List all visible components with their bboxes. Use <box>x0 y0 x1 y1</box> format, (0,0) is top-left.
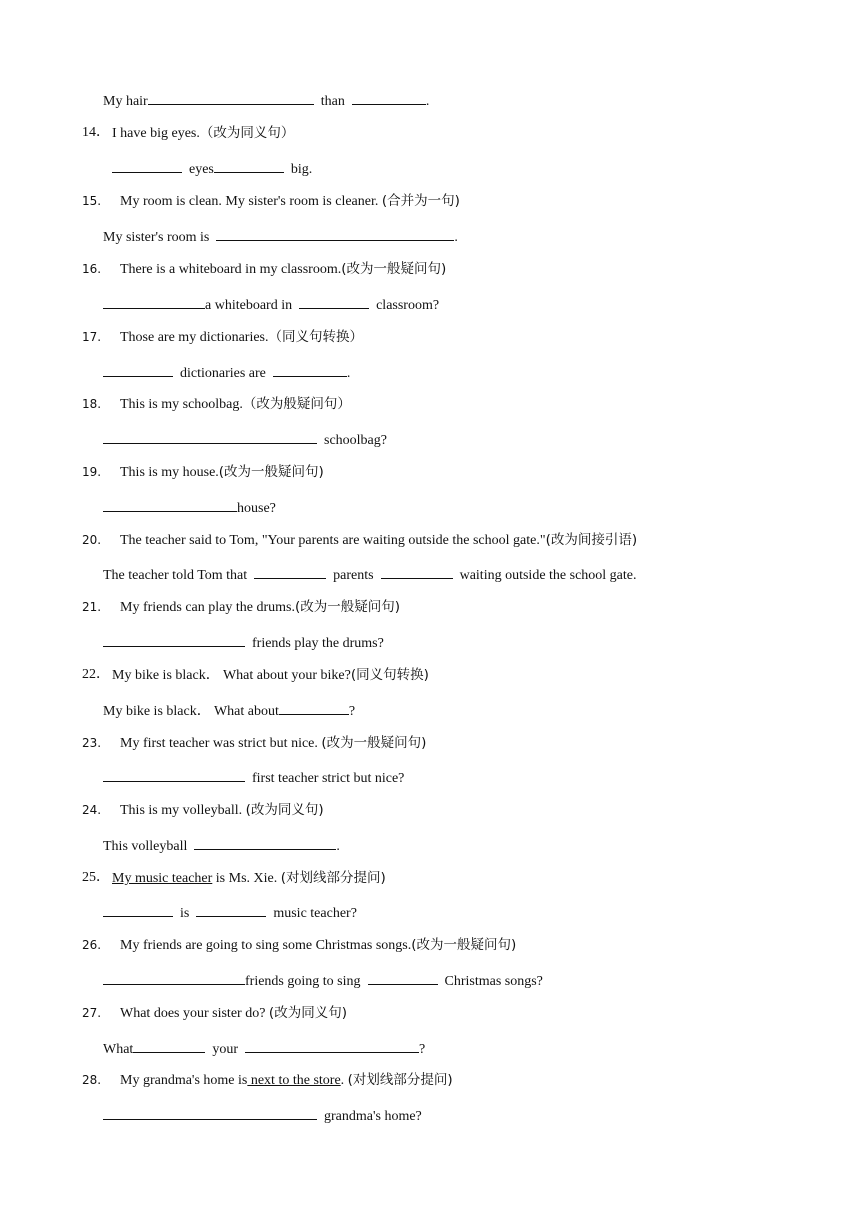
answer-text: music teacher? <box>273 906 357 921</box>
question-number: 23. <box>82 736 102 750</box>
blank[interactable] <box>103 362 173 377</box>
answer-text: . <box>425 94 430 109</box>
blank[interactable] <box>254 564 326 579</box>
question-instruction: (改为一般疑问句) <box>294 599 401 615</box>
question-number: 21. <box>82 600 102 614</box>
blank[interactable] <box>194 835 336 850</box>
question-instruction: (改为同义句) <box>268 1005 347 1021</box>
underlined-part: My music teacher <box>112 871 213 886</box>
answer-text: friends play the drums? <box>252 636 384 651</box>
answer-text: This volleyball <box>103 839 188 854</box>
blank[interactable] <box>103 767 245 782</box>
answer-text: . <box>336 839 340 854</box>
question-number: 24. <box>82 803 102 817</box>
question-instruction: （改为同义句） <box>199 125 295 141</box>
question-instruction: (改为一般疑问句) <box>321 735 427 751</box>
question-number: 25． <box>82 870 110 885</box>
question-instruction: (合并为一句) <box>381 193 460 209</box>
underlined-part: next to the store <box>247 1073 341 1088</box>
question-instruction: (对划线部分提问) <box>280 870 386 886</box>
question-number: 14． <box>82 125 110 140</box>
blank[interactable] <box>214 158 284 173</box>
answer-text: classroom? <box>376 298 440 313</box>
question-text: My bike is black． What about your bike? <box>112 668 351 683</box>
answer-text: big. <box>290 162 313 177</box>
question-instruction: （同义句转换） <box>268 329 364 345</box>
answer-text: eyes <box>189 162 214 177</box>
question-text: There is a whiteboard in my classroom. <box>120 262 342 277</box>
question-instruction: (改为一般疑问句) <box>411 937 517 953</box>
blank[interactable] <box>368 970 438 985</box>
question-instruction: （改为般疑问句） <box>242 396 351 412</box>
blank[interactable] <box>103 1105 317 1120</box>
question-instruction: (改为同义句) <box>245 802 324 818</box>
question-number: 22． <box>82 667 110 682</box>
answer-text: ? <box>348 704 356 719</box>
answer-text: is <box>180 906 190 921</box>
answer-text: schoolbag? <box>324 433 387 448</box>
answer-text: house? <box>237 501 276 516</box>
question-text: The teacher said to Tom, "Your parents are waiting outside the school gate." <box>120 533 546 548</box>
answer-text: grandma's home? <box>324 1109 422 1124</box>
question-text: My room is clean. My sister's room is cleaner. <box>120 194 379 209</box>
question-number: 20. <box>82 533 102 547</box>
answer-text: What <box>103 1042 134 1057</box>
blank[interactable] <box>381 564 453 579</box>
blank[interactable] <box>103 429 317 444</box>
blank[interactable] <box>103 497 237 512</box>
question-text: is Ms. Xie. <box>212 871 278 886</box>
question-number: 19. <box>82 465 102 479</box>
question-text: My friends are going to sing some Christmas songs. <box>120 938 412 953</box>
blank[interactable] <box>196 902 266 917</box>
question-number: 15. <box>82 194 102 208</box>
answer-text: My hair <box>103 94 148 109</box>
answer-text: first teacher strict but nice? <box>252 771 405 786</box>
question-text: Those are my dictionaries. <box>120 330 269 345</box>
blank[interactable] <box>103 970 245 985</box>
question-instruction: (改为一般疑问句) <box>341 261 447 277</box>
answer-text: The teacher told Tom that <box>103 568 248 583</box>
question-text: I have big eyes. <box>112 126 200 141</box>
question-instruction: (改为一般疑问句) <box>218 464 324 480</box>
blank[interactable] <box>103 902 173 917</box>
blank[interactable] <box>273 362 347 377</box>
question-instruction: (同义句转换) <box>350 667 429 683</box>
blank[interactable] <box>148 90 314 105</box>
blank[interactable] <box>103 294 205 309</box>
answer-text: than <box>320 94 345 109</box>
blank[interactable] <box>133 1038 205 1053</box>
question-number: 16. <box>82 262 102 276</box>
answer-text: your <box>212 1042 238 1057</box>
question-number: 28. <box>82 1073 102 1087</box>
answer-text: . <box>454 230 458 245</box>
question-text: My first teacher was strict but nice. <box>120 736 318 751</box>
question-text: This is my schoolbag. <box>120 397 243 412</box>
question-text: . <box>340 1073 345 1088</box>
answer-text: waiting outside the school gate. <box>459 568 637 583</box>
answer-text: My bike is black． What about <box>103 704 279 719</box>
question-text: This is my house. <box>120 465 219 480</box>
answer-text: friends going to sing <box>245 974 361 989</box>
question-text: My grandma's home is <box>120 1073 248 1088</box>
blank[interactable] <box>112 158 182 173</box>
answer-text: a whiteboard in <box>205 298 293 313</box>
answer-text: My sister's room is <box>103 230 210 245</box>
question-text: My friends can play the drums. <box>120 600 295 615</box>
question-text: This is my volleyball. <box>120 803 243 818</box>
blank[interactable] <box>216 226 454 241</box>
blank[interactable] <box>245 1038 419 1053</box>
question-number: 18. <box>82 397 102 411</box>
answer-text: parents <box>333 568 374 583</box>
question-instruction: (对划线部分提问) <box>347 1072 453 1088</box>
answer-text: . <box>346 366 351 381</box>
answer-text: ? <box>419 1042 426 1057</box>
question-instruction: (改为间接引语) <box>545 532 638 548</box>
question-number: 27. <box>82 1006 102 1020</box>
question-number: 26. <box>82 938 102 952</box>
question-text: What does your sister do? <box>120 1006 266 1021</box>
question-number: 17. <box>82 330 102 344</box>
blank[interactable] <box>103 632 245 647</box>
blank[interactable] <box>352 90 426 105</box>
answer-text: dictionaries are <box>180 366 266 381</box>
blank[interactable] <box>279 700 349 715</box>
answer-text: Christmas songs? <box>444 974 543 989</box>
blank[interactable] <box>299 294 369 309</box>
